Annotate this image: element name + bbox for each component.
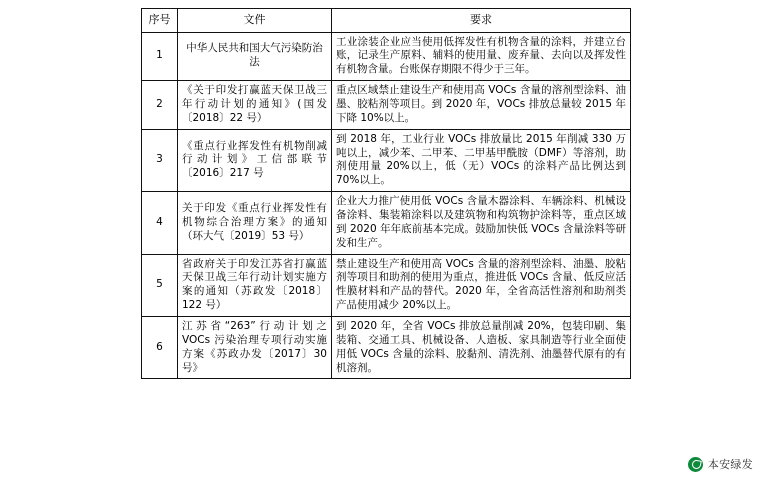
row-requirement: 企业大力推广使用低 VOCs 含量木器涂料、车辆涂料、机械设备涂料、集装箱涂料以及建筑物和构筑物护涂料等，重点区域到 2020 年年底前基本完成。鼓励加快低 VOCs 含量涂料等研发和生产。 xyxy=(332,192,631,254)
row-document: 中华人民共和国大气污染防治法 xyxy=(178,32,332,81)
table-row xyxy=(142,254,631,316)
row-index: 3 xyxy=(142,129,178,191)
regulations-table xyxy=(141,8,631,379)
row-index: 2 xyxy=(142,81,178,130)
column-header-document: 文件 xyxy=(178,9,332,33)
row-document: 江苏省“263”行动计划之 VOCs 污染治理专项行动实施方案《苏政办发〔2017〕30 号》 xyxy=(178,316,332,378)
row-index: 1 xyxy=(142,32,178,81)
brand-name: 本安绿发 xyxy=(707,458,753,471)
table-row xyxy=(142,129,631,191)
row-requirement: 到 2018 年，工业行业 VOCs 排放量比 2015 年削减 330 万吨以上，减少苯、二甲苯、二甲基甲酰胺（DMF）等溶剂，助剂使用量 20%以上，低（无）VOCs 的涂料产品比例达到 70%以上。 xyxy=(332,129,631,191)
table-body xyxy=(142,32,631,379)
column-header-requirement: 要求 xyxy=(332,9,631,33)
row-requirement: 到 2020 年，全省 VOCs 排放总量削减 20%，包装印刷、集装箱、交通工具、机械设备、人造板、家具制造等行业全面使用低 VOCs 含量的涂料、胶黏剂、清洗剂、油墨替代原有的有机溶剂。 xyxy=(332,316,631,378)
table-row xyxy=(142,316,631,378)
leaf-circle-icon xyxy=(688,457,703,472)
table-row xyxy=(142,81,631,130)
table-row xyxy=(142,32,631,81)
row-requirement: 工业涂装企业应当使用低挥发性有机物含量的涂料，并建立台账，记录生产原料、辅料的使用量、废弃量、去向以及挥发性有机物含量。台账保存期限不得少于三年。 xyxy=(332,32,631,81)
table-header xyxy=(142,9,631,33)
row-index: 5 xyxy=(142,254,178,316)
row-document: 《重点行业挥发性有机物削减行动计划》工信部联节〔2016〕217 号 xyxy=(178,129,332,191)
row-requirement: 重点区域禁止建设生产和使用高 VOCs 含量的溶剂型涂料、油墨、胶粘剂等项目。到 2020 年，VOCs 排放总量较 2015 年下降 10%以上。 xyxy=(332,81,631,130)
row-requirement: 禁止建设生产和使用高 VOCs 含量的溶剂型涂料、油墨、胶粘剂等项目和助剂的使用为重点，推进低 VOCs 含量、低反应活性膜材料和产品的替代。2020 年，全省高活性溶剂和助剂类产品使用减少 20%以上。 xyxy=(332,254,631,316)
row-index: 6 xyxy=(142,316,178,378)
row-document: 关于印发《重点行业挥发性有机物综合治理方案》的通知（环大气〔2019〕53 号） xyxy=(178,192,332,254)
row-index: 4 xyxy=(142,192,178,254)
row-document: 省政府关于印发江苏省打赢蓝天保卫战三年行动计划实施方案的通知（苏政发〔2018〕122 号） xyxy=(178,254,332,316)
table-header-row xyxy=(142,9,631,33)
table-row xyxy=(142,192,631,254)
column-header-index: 序号 xyxy=(142,9,178,33)
footer-brand xyxy=(688,456,753,472)
row-document: 《关于印发打赢蓝天保卫战三年行动计划的通知》(国发〔2018〕22 号） xyxy=(178,81,332,130)
